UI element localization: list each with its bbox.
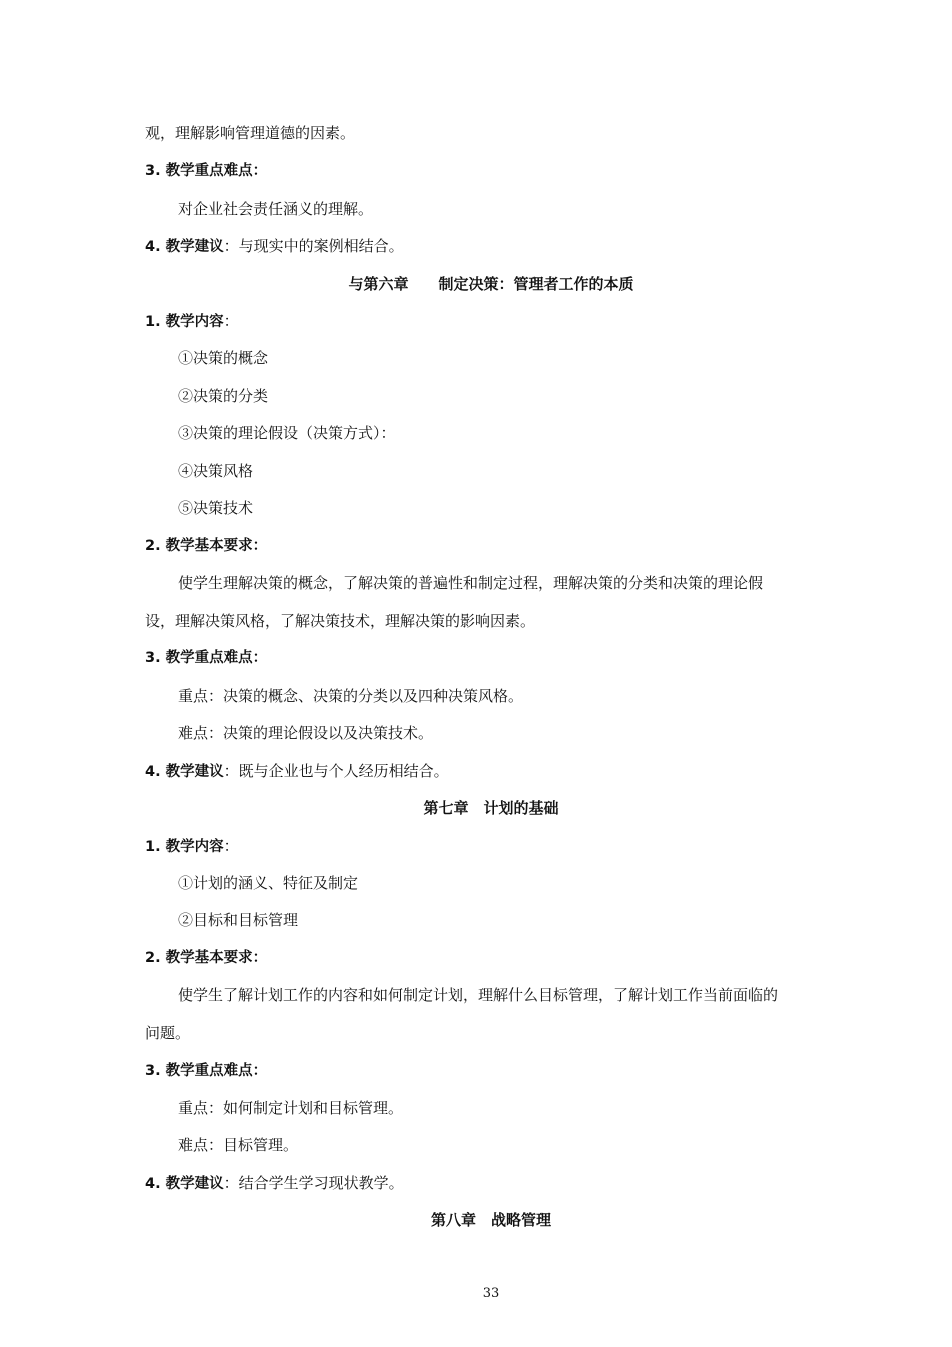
list-item: ①决策的概念: [178, 349, 269, 367]
page-number: 33: [482, 1286, 500, 1301]
section-label-key-points: 3. 教学重点难点：: [145, 1063, 268, 1079]
paragraph-line: 使学生理解决策的概念，了解决策的普遍性和制定过程，理解决策的分类和决策的理论假: [178, 574, 764, 592]
teaching-suggestion: [145, 236, 845, 257]
section-label-suggestion: 4. 教学建议: [145, 239, 224, 255]
suggestion-text: ：与现实中的案例相结合。: [223, 237, 404, 255]
section-label-suggestion: 4. 教学建议: [145, 764, 224, 780]
paragraph-line: 设，理解决策风格，了解决策技术，理解决策的影响因素。: [145, 612, 536, 630]
section-label-key-points: 3. 教学重点难点：: [145, 650, 268, 666]
section-label-key-points: 3. 教学重点难点：: [145, 163, 268, 179]
list-item: ④决策风格: [178, 462, 254, 480]
section-label-suggestion: 4. 教学建议: [145, 1176, 224, 1192]
teaching-suggestion: [145, 761, 845, 782]
content-colon: ：: [223, 312, 239, 330]
text-line: 重点：如何制定计划和目标管理。: [178, 1099, 404, 1117]
text-line: 观，理解影响管理道德的因素。: [145, 124, 356, 142]
chapter-heading-8: 第八章 战略管理: [430, 1211, 551, 1229]
content-colon: ：: [223, 837, 239, 855]
section-label-requirements: 2. 教学基本要求：: [145, 950, 268, 966]
text-line: 对企业社会责任涵义的理解。: [178, 200, 374, 218]
list-item: ②决策的分类: [178, 387, 269, 405]
section-label-content: 1. 教学内容: [145, 839, 224, 855]
list-item: ③决策的理论假设（决策方式）：: [178, 424, 396, 442]
text-line: 重点：决策的概念、决策的分类以及四种决策风格。: [178, 687, 524, 705]
suggestion-text: ：结合学生学习现状教学。: [223, 1174, 404, 1192]
paragraph-line: 使学生了解计划工作的内容和如何制定计划，理解什么目标管理，了解计划工作当前面临的: [178, 986, 779, 1004]
paragraph-line: 问题。: [145, 1024, 191, 1042]
list-item: ①计划的涵义、特征及制定: [178, 874, 359, 892]
teaching-suggestion: [145, 1173, 845, 1194]
section-label-requirements: 2. 教学基本要求：: [145, 538, 268, 554]
text-line: 难点：决策的理论假设以及决策技术。: [178, 724, 434, 742]
chapter-heading-7: 第七章 计划的基础: [423, 799, 559, 817]
suggestion-text: ：既与企业也与个人经历相结合。: [223, 762, 449, 780]
teaching-content: [145, 311, 845, 332]
list-item: ⑤决策技术: [178, 499, 254, 517]
list-item: ②目标和目标管理: [178, 911, 299, 929]
chapter-heading-6: 与第六章 制定决策：管理者工作的本质: [348, 275, 634, 293]
teaching-content: [145, 836, 845, 857]
section-label-content: 1. 教学内容: [145, 314, 224, 330]
text-line: 难点：目标管理。: [178, 1136, 299, 1154]
